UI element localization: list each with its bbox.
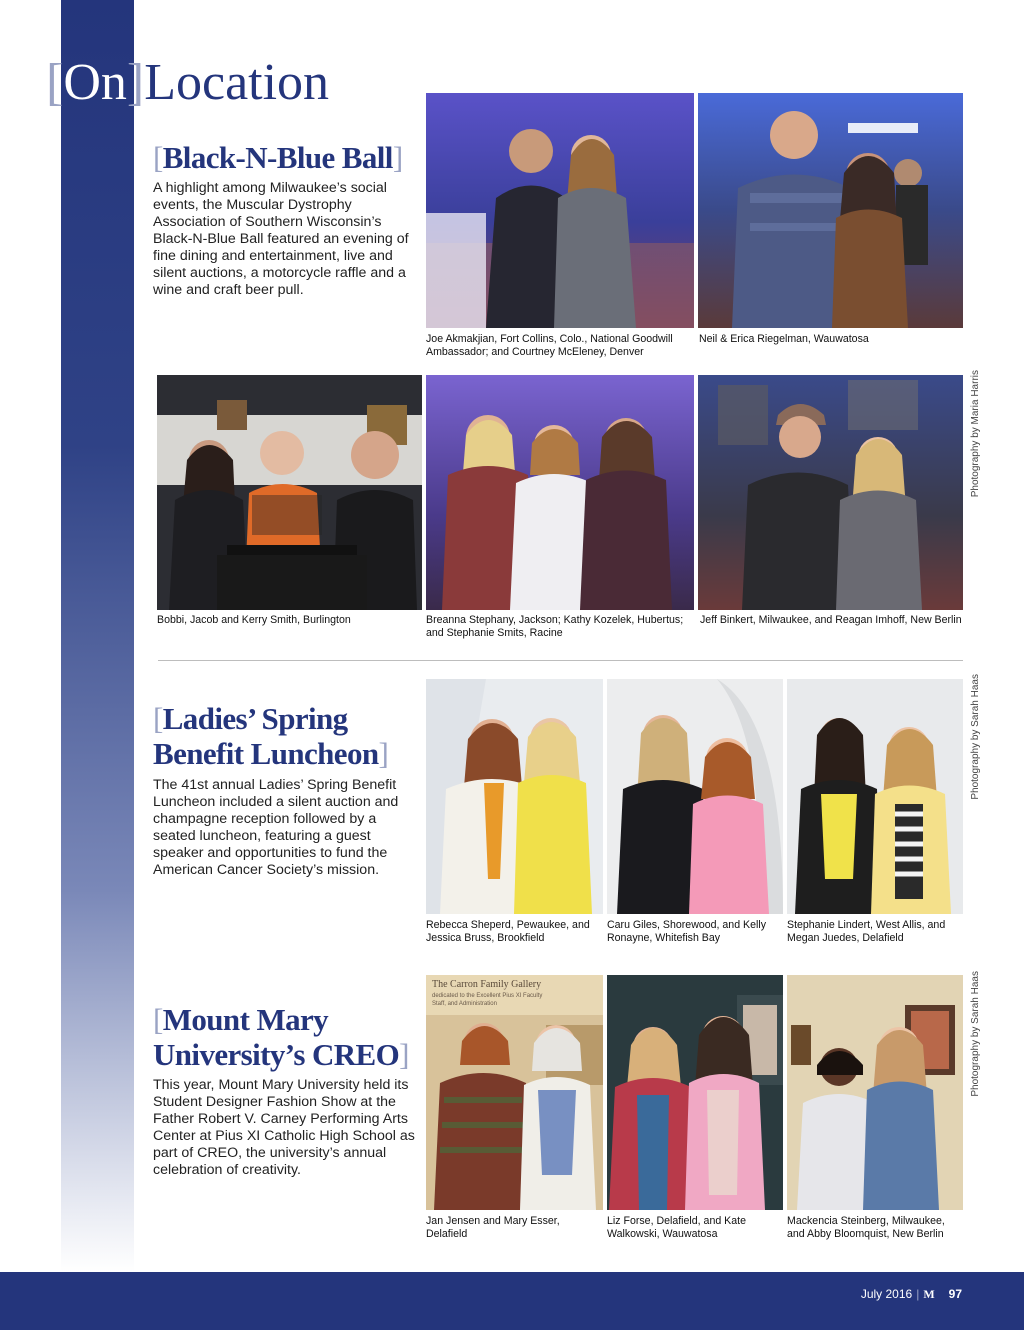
section-divider [158, 660, 963, 661]
page-title: [On]Location [46, 54, 330, 111]
photo-credit-black-n-blue-ball: Photography by Maria Harris [970, 370, 981, 498]
section-title-ladies-spring-benefit-luncheon: [Ladies’ Spring Benefit Luncheon] [153, 701, 389, 771]
section-title-black-n-blue-ball: [Black-N-Blue Ball] [153, 140, 403, 175]
caption-neil-and-erica: Neil & Erica Riegelman, Wauwatosa [699, 333, 869, 345]
photo-rebecca-and-jessica [426, 679, 603, 914]
photo-stephanie-and-megan [787, 679, 963, 914]
section-body-black-n-blue-ball: A highlight among Milwaukee’s social events, the Muscular Dystrophy Association of Southern Wisconsin’s Black-N-Blue Ball featured an evening of fine dining and entertainment, live and silent auctions, a motorcycle raffle and a wine and craft beer pull. [153, 180, 409, 298]
caption-smith-family: Bobbi, Jacob and Kerry Smith, Burlington [157, 614, 351, 626]
caption-caru-and-kelly: Caru Giles, Shorewood, and Kelly Ronayne, Whitefish Bay [607, 919, 766, 944]
photo-credit-mount-mary-university-creo: Photography by Sarah Haas [970, 971, 981, 1097]
caption-liz-and-kate: Liz Forse, Delafield, and Kate Walkowski, Wauwatosa [607, 1215, 746, 1240]
photo-jan-and-mary [426, 975, 603, 1210]
photo-caru-and-kelly [607, 679, 783, 914]
caption-jeff-and-reagan: Jeff Binkert, Milwaukee, and Reagan Imhoff, New Berlin [700, 614, 962, 626]
magazine-logo: M [923, 1287, 935, 1301]
gallery-sign-line-1: The Carron Family Gallery [432, 979, 542, 990]
caption-mackencia-and-abby: Mackencia Steinberg, Milwaukee, and Abby Bloomquist, New Berlin [787, 1215, 945, 1240]
caption-rebecca-and-jessica: Rebecca Sheperd, Pewaukee, and Jessica Bruss, Brookfield [426, 919, 590, 944]
caption-jan-and-mary: Jan Jensen and Mary Esser, Delafield [426, 1215, 560, 1240]
gallery-sign-line-3: Staff, and Administration [432, 1001, 497, 1007]
section-body-mount-mary-university-creo: This year, Mount Mary University held its Student Designer Fashion Show at the Father Robert V. Carney Performing Arts Center at Pius XI Catholic High School as part of CREO, the university’s annual celebration of creativity. [153, 1077, 415, 1178]
photo-liz-and-kate [607, 975, 783, 1210]
photo-neil-and-erica [698, 93, 963, 328]
gallery-sign-line-2: dedicated to the Excellent Pius XI Faculty [432, 993, 543, 999]
photo-jeff-and-reagan [698, 375, 963, 610]
footer-date: July 2016 [860, 1287, 913, 1301]
page-footer: July 2016 | M 97 [860, 1287, 962, 1301]
photo-mackencia-and-abby [787, 975, 963, 1210]
photo-credit-ladies-spring-benefit-luncheon: Photography by Sarah Haas [970, 674, 981, 800]
side-band [61, 0, 134, 1272]
caption-stephanie-and-megan: Stephanie Lindert, West Allis, and Megan Juedes, Delafield [787, 919, 946, 944]
section-body-ladies-spring-benefit-luncheon: The 41st annual Ladies’ Spring Benefit Luncheon included a silent auction and champagne reception followed by a seated luncheon, featuring a guest speaker and opportunities to fund the American Cancer Society’s mission. [153, 777, 399, 878]
photo-smith-family [157, 375, 422, 610]
photo-joe-and-courtney [426, 93, 694, 328]
caption-joe-and-courtney: Joe Akmakjian, Fort Collins, Colo., National Goodwill Ambassador; and Courtney McEleney, Denver [426, 333, 673, 358]
photo-breanna-kathy-stephanie [426, 375, 694, 610]
section-title-mount-mary-university-creo: [Mount Mary University’s CREO] [153, 1002, 409, 1072]
page-number: 97 [948, 1287, 962, 1301]
caption-breanna-kathy-stephanie: Breanna Stephany, Jackson; Kathy Kozelek, Hubertus; and Stephanie Smits, Racine [426, 614, 684, 639]
